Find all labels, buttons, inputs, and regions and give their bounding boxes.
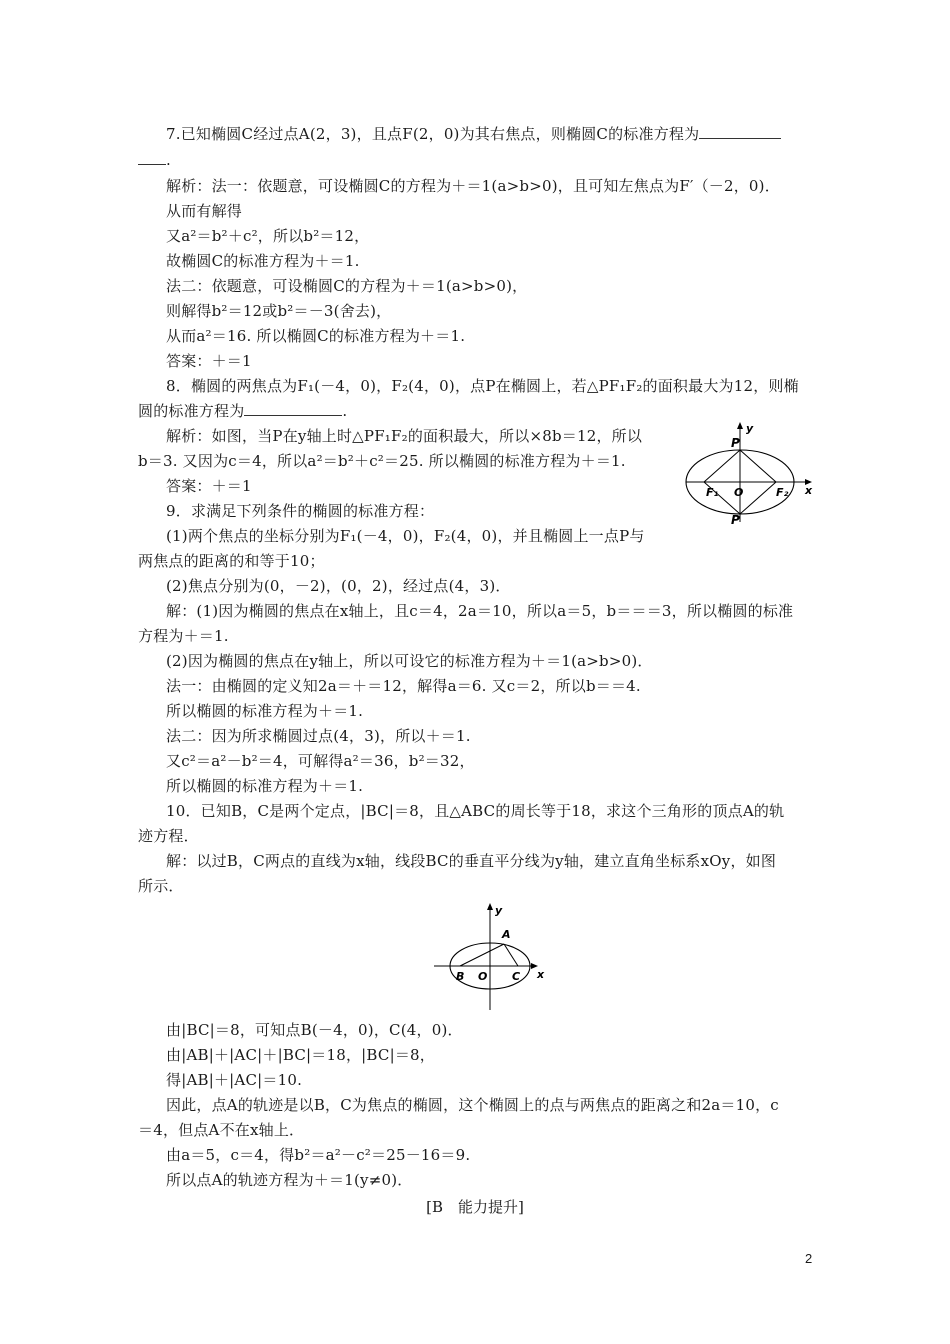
- text-line: 得|AB|＋|AC|＝10.: [166, 1071, 303, 1089]
- y-label: y: [495, 904, 503, 917]
- text-line: 所以椭圆的标准方程为＋＝1.: [166, 777, 364, 795]
- text-line: 两焦点的距离的和等于10；: [138, 552, 325, 570]
- origin-o: O: [734, 486, 744, 499]
- origin-o: O: [478, 970, 488, 983]
- problem-9-line-1: 9．求满足下列条件的椭圆的标准方程：: [166, 502, 435, 520]
- text-line: 所示．: [138, 877, 184, 895]
- text-line: 又c²＝a²－b²＝4，可解得a²＝36，b²＝32，: [166, 752, 475, 770]
- text-line: 法二：依题意，可设椭圆C的方程为＋＝1(a>b>0)，: [166, 277, 528, 295]
- x-label: x: [805, 484, 813, 497]
- point-p-top: P: [731, 436, 740, 450]
- text-line: 所以椭圆的标准方程为＋＝1.: [166, 702, 364, 720]
- text-line: 由|AB|＋|AC|＋|BC|＝18，|BC|＝8，: [166, 1046, 435, 1064]
- text-line: ＝4，但点A不在x轴上．: [138, 1121, 305, 1139]
- problem-8-line-2: 圆的标准方程为 .: [138, 402, 348, 420]
- text-line: 法二：因为所求椭圆过点(4，3)，所以＋＝1.: [166, 727, 471, 745]
- y-axis-arrow: [737, 422, 743, 429]
- problem-7-line-2: .: [138, 150, 171, 170]
- focus-f1: F₁: [706, 486, 719, 499]
- segment-ac: [504, 944, 518, 966]
- answer-line: 答案：＋＝1: [166, 477, 252, 495]
- answer-blank: [138, 150, 166, 165]
- text-line: (2)因为椭圆的焦点在y轴上，所以可设它的标准方程为＋＝1(a>b>0)．: [166, 652, 653, 670]
- ellipse-figure-2: [432, 900, 548, 1012]
- text-line: 则解得b²＝12或b²＝－3(舍去)，: [166, 302, 392, 320]
- text-line: 解析：法一：依题意，可设椭圆C的方程为＋＝1(a>b>0)，且可知左焦点为F′（－2，0)．: [166, 177, 780, 195]
- text-line: (2)焦点分别为(0，－2)，(0，2)，经过点(4，3)．: [166, 577, 511, 595]
- text-line: 故椭圆C的标准方程为＋＝1.: [166, 252, 360, 270]
- y-label: y: [746, 422, 754, 435]
- point-p-bottom: P: [731, 513, 740, 524]
- text-line: 方程为＋＝1.: [138, 627, 229, 645]
- text-line: (1)两个焦点的坐标分别为F₁(－4，0)，F₂(4，0)，并且椭圆上一点P与: [166, 527, 645, 545]
- problem-7-line-1: 7.已知椭圆C经过点A(2，3)，且点F(2，0)为其右焦点，则椭圆C的标准方程为: [166, 124, 781, 144]
- text-line: 解：以过B，C两点的直线为x轴，线段BC的垂直平分线为y轴，建立直角坐标系xOy，如图: [166, 852, 777, 870]
- text-line: 解：(1)因为椭圆的焦点在x轴上，且c＝4，2a＝10，所以a＝5，b＝＝＝3，所以椭圆的标准: [166, 602, 794, 620]
- text-line: 解析：如图，当P在y轴上时△PF₁F₂的面积最大，所以×8b＝12，所以: [166, 427, 643, 445]
- text-line: 迹方程．: [138, 827, 199, 845]
- ellipse-figure-1: [684, 420, 818, 524]
- page-number: 2: [805, 1251, 813, 1266]
- text-line: 法一：由椭圆的定义知2a＝＋＝12，解得a＝6. 又c＝2，所以b＝＝4.: [166, 677, 641, 695]
- point-b: B: [456, 970, 465, 983]
- text-line: 又a²＝b²＋c²，所以b²＝12，: [166, 227, 370, 245]
- problem-8-line-1: 8．椭圆的两焦点为F₁(－4，0)，F₂(4，0)，点P在椭圆上，若△PF₁F₂的面积最大为12，则椭: [166, 377, 799, 395]
- y-axis-arrow: [487, 903, 493, 910]
- answer-blank: [699, 124, 781, 139]
- point-a: A: [502, 928, 511, 941]
- section-heading: [B 能力提升]: [426, 1198, 524, 1216]
- text-line: b＝3. 又因为c＝4，所以a²＝b²＋c²＝25. 所以椭圆的标准方程为＋＝1.: [138, 452, 626, 470]
- answer-line: 答案：＋＝1: [166, 352, 252, 370]
- point-c: C: [512, 970, 521, 983]
- text-line: 由|BC|＝8，可知点B(－4，0)，C(4，0)．: [166, 1021, 463, 1039]
- focus-f2: F₂: [776, 486, 789, 499]
- text-line: 从而有解得: [166, 202, 243, 220]
- text-line: 从而a²＝16. 所以椭圆C的标准方程为＋＝1.: [166, 327, 466, 345]
- problem-10-line-1: 10．已知B，C是两个定点，|BC|＝8，且△ABC的周长等于18，求这个三角形的顶点A的轨: [166, 802, 785, 820]
- text-line: 所以点A的轨迹方程为＋＝1(y≠0)．: [166, 1171, 413, 1189]
- text-line: 因此，点A的轨迹是以B，C为焦点的椭圆，这个椭圆上的点与两焦点的距离之和2a＝10，c: [166, 1096, 779, 1114]
- x-label: x: [537, 968, 545, 981]
- answer-blank: [244, 401, 342, 416]
- text-line: 由a＝5，c＝4，得b²＝a²－c²＝25－16＝9.: [166, 1146, 471, 1164]
